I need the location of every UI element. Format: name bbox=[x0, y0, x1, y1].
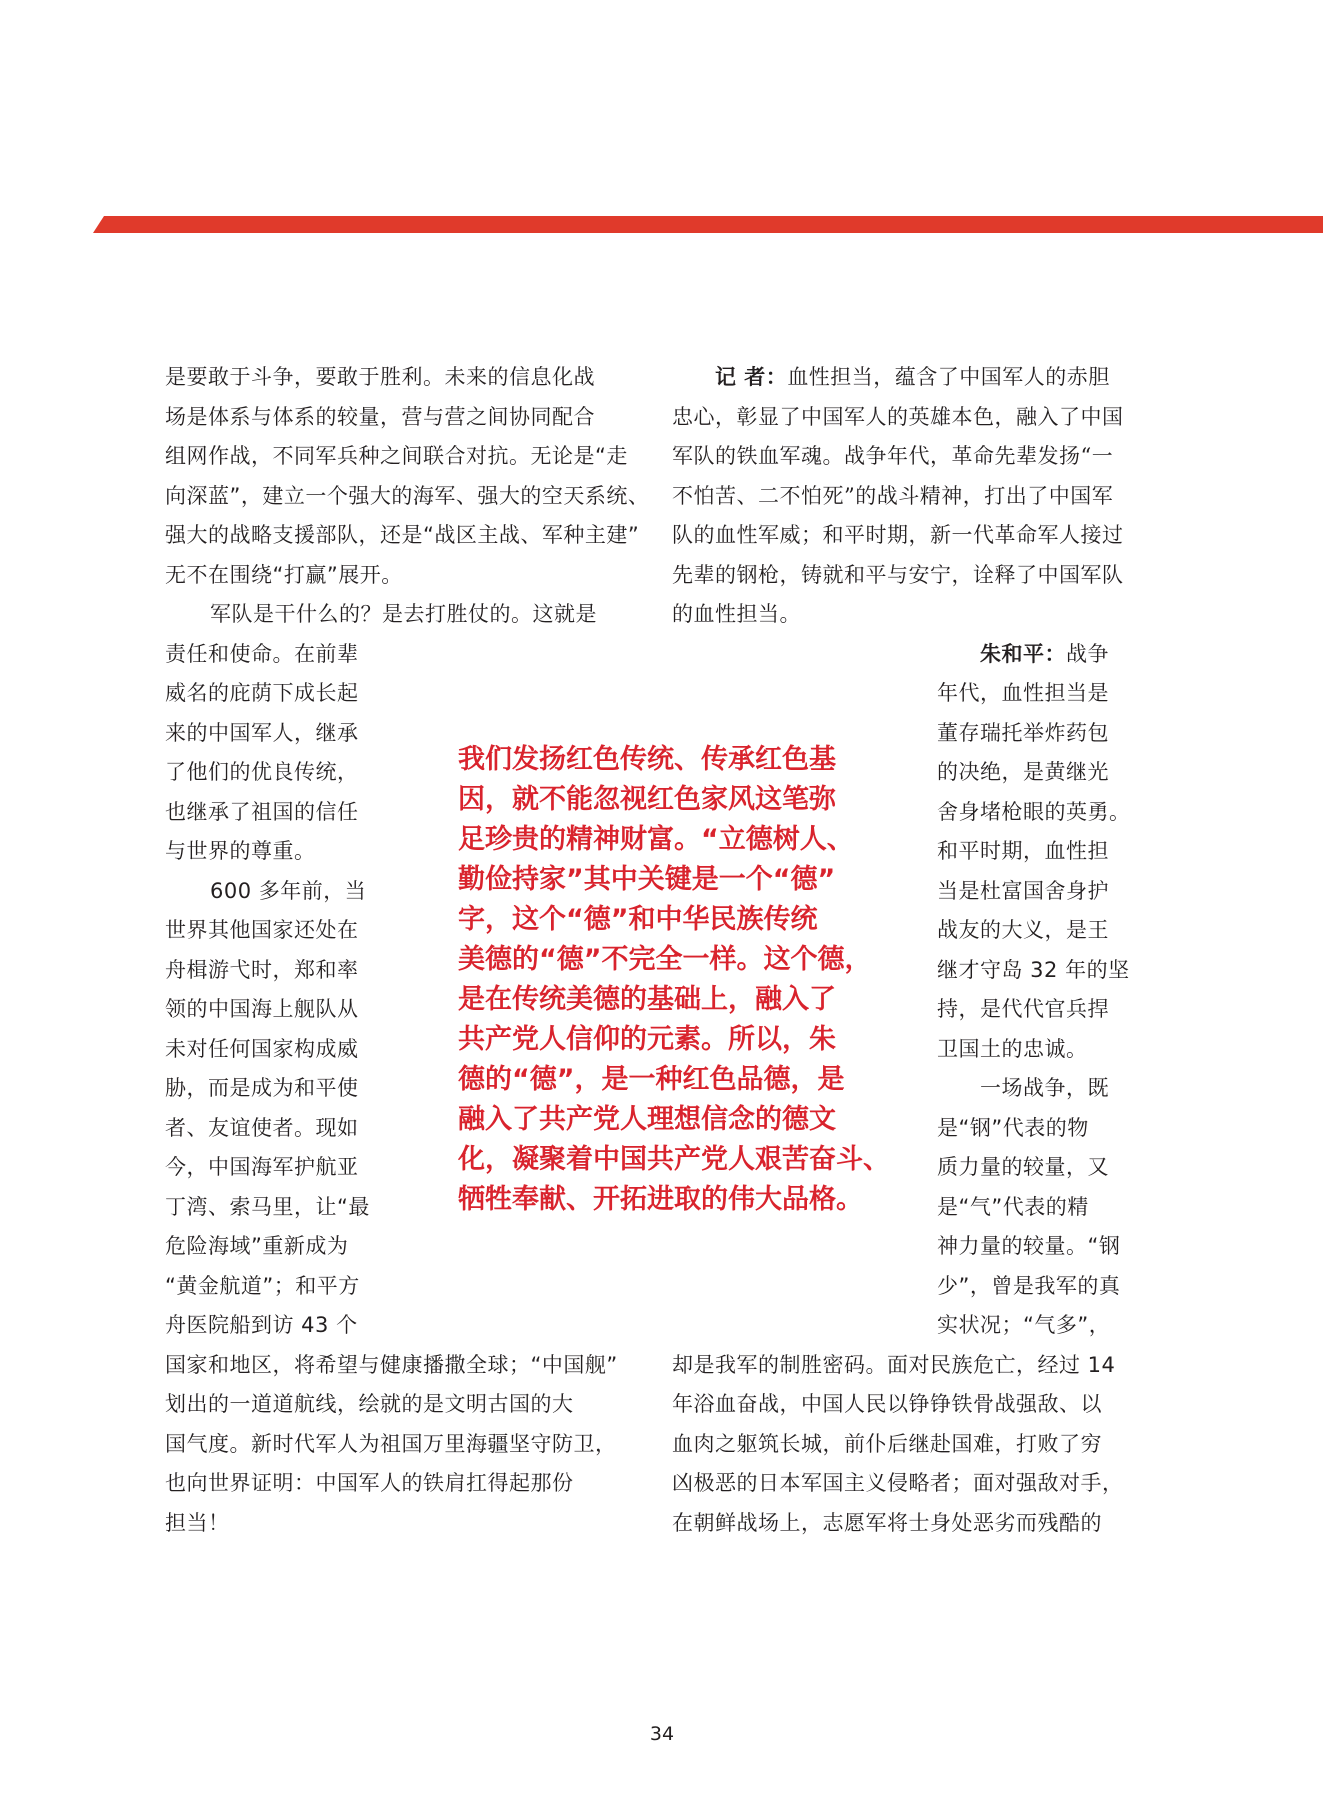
body-text-line: 国气度。新时代军人为祖国万里海疆坚守防卫， bbox=[165, 1432, 617, 1456]
body-text-line: 向深蓝”，建立一个强大的海军、强大的空天系统、 bbox=[165, 484, 650, 508]
reporter-question-line: 忠心，彰显了中国军人的英雄本色，融入了中国 bbox=[672, 405, 1124, 429]
body-text-line: 卫国土的忠诚。 bbox=[937, 1037, 1088, 1061]
body-text-line: 年代，血性担当是 bbox=[937, 681, 1109, 705]
body-text-line: 实状况；“气多”， bbox=[937, 1313, 1111, 1337]
speaker-label: 朱和平： bbox=[980, 642, 1066, 666]
body-text-line: 600 多年前，当 bbox=[210, 879, 367, 903]
pull-quote-line: 勤俭持家”其中关键是一个“德” bbox=[458, 864, 836, 895]
body-text-line: 和平时期，血性担 bbox=[937, 839, 1109, 863]
red-stripe bbox=[93, 216, 1323, 233]
reporter-question-line: 不怕苦、二不怕死”的战斗精神，打出了中国军 bbox=[672, 484, 1114, 508]
speaker-text: 战争 bbox=[1066, 642, 1109, 666]
body-text-line: 者、友谊使者。现如 bbox=[165, 1116, 359, 1140]
body-text-line: 责任和使命。在前辈 bbox=[165, 642, 359, 666]
body-text-line: 持，是代代官兵捍 bbox=[937, 997, 1109, 1021]
body-text-line: 危险海域”重新成为 bbox=[165, 1234, 349, 1258]
body-text-line: 无不在围绕“打赢”展开。 bbox=[165, 563, 403, 587]
body-text-line: 是“钢”代表的物 bbox=[937, 1116, 1089, 1140]
body-text-line: 世界其他国家还处在 bbox=[165, 918, 359, 942]
red-stripe-graphic bbox=[0, 0, 1323, 260]
body-text-line: 也继承了祖国的信任 bbox=[165, 800, 359, 824]
body-text-line: 舍身堵枪眼的英勇。 bbox=[937, 800, 1131, 824]
body-text-line: 当是杜富国舍身护 bbox=[937, 879, 1109, 903]
reporter-question-line: 军队的铁血军魂。战争年代，革命先辈发扬“一 bbox=[672, 444, 1114, 468]
body-text-line: 舟楫游弋时，郑和率 bbox=[165, 958, 359, 982]
reporter-question-line: 的血性担当。 bbox=[672, 602, 801, 626]
pull-quote-line: 字，这个“德”和中华民族传统 bbox=[458, 904, 818, 935]
reporter-text: 血性担当，蕴含了中国军人的赤胆 bbox=[787, 365, 1110, 389]
pull-quote bbox=[458, 740, 890, 1220]
body-text-line: 划出的一道道航线，绘就的是文明古国的大 bbox=[165, 1392, 574, 1416]
body-text-line: 今，中国海军护航亚 bbox=[165, 1155, 359, 1179]
body-text-line: “黄金航道”；和平方 bbox=[165, 1274, 360, 1298]
body-text-line: 的决绝，是黄继光 bbox=[937, 760, 1109, 784]
body-text-line: 凶极恶的日本军国主义侵略者；面对强敌对手， bbox=[672, 1471, 1124, 1495]
body-text-line: 胁，而是成为和平使 bbox=[165, 1076, 359, 1100]
body-text-line: 强大的战略支援部队，还是“战区主战、军种主建” bbox=[165, 523, 640, 547]
body-text-line: 质力量的较量，又 bbox=[937, 1155, 1109, 1179]
reporter-question-line: 队的血性军威；和平时期，新一代革命军人接过 bbox=[672, 523, 1124, 547]
pull-quote-line: 我们发扬红色传统、传承红色基 bbox=[458, 744, 836, 775]
body-text-line: 年浴血奋战，中国人民以铮铮铁骨战强敌、以 bbox=[672, 1392, 1102, 1416]
body-text-line: 血肉之躯筑长城，前仆后继赴国难，打败了穷 bbox=[672, 1432, 1102, 1456]
speaker-answer-line bbox=[980, 634, 1109, 674]
body-text-line: 董存瑞托举炸药包 bbox=[937, 721, 1109, 745]
body-text-line: 丁湾、索马里，让“最 bbox=[165, 1195, 370, 1219]
body-text-line: 一场战争，既 bbox=[980, 1076, 1109, 1100]
pull-quote-line: 牺牲奉献、开拓进取的伟大品格。 bbox=[458, 1184, 863, 1215]
pull-quote-line: 化，凝聚着中国共产党人艰苦奋斗、 bbox=[458, 1144, 890, 1175]
body-text-line: 担当！ bbox=[165, 1511, 230, 1535]
page-number: 34 bbox=[649, 1723, 675, 1745]
body-text-line: 来的中国军人，继承 bbox=[165, 721, 359, 745]
reporter-question-line bbox=[715, 357, 1110, 397]
body-text-line: 是“气”代表的精 bbox=[937, 1195, 1089, 1219]
reporter-label: 记 者： bbox=[715, 364, 788, 389]
body-text-line: 在朝鲜战场上，志愿军将士身处恶劣而残酷的 bbox=[672, 1511, 1102, 1535]
body-text-line: 场是体系与体系的较量，营与营之间协同配合 bbox=[165, 405, 595, 429]
body-text-line: 未对任何国家构成威 bbox=[165, 1037, 359, 1061]
body-text-line: 领的中国海上舰队从 bbox=[165, 997, 359, 1021]
body-text-line: 组网作战，不同军兵种之间联合对抗。无论是“走 bbox=[165, 444, 628, 468]
body-text-line: 是要敢于斗争，要敢于胜利。未来的信息化战 bbox=[165, 365, 595, 389]
pull-quote-line: 融入了共产党人理想信念的德文 bbox=[458, 1104, 836, 1135]
body-text-line: 军队是干什么的？是去打胜仗的。这就是 bbox=[210, 602, 597, 626]
body-text-line: 与世界的尊重。 bbox=[165, 839, 316, 863]
body-text-line: 战友的大义，是王 bbox=[937, 918, 1109, 942]
body-text-line: 少”，曾是我军的真 bbox=[937, 1274, 1121, 1298]
body-text-line: 舟医院船到访 43 个 bbox=[165, 1313, 358, 1337]
body-text-line: 继才守岛 32 年的坚 bbox=[937, 958, 1130, 982]
pull-quote-line: 德的“德”，是一种红色品德，是 bbox=[458, 1064, 845, 1095]
pull-quote-line: 足珍贵的精神财富。“立德树人、 bbox=[458, 824, 854, 855]
body-text-line: 国家和地区，将希望与健康播撒全球；“中国舰” bbox=[165, 1353, 618, 1377]
body-text-line: 威名的庇荫下成长起 bbox=[165, 681, 359, 705]
pull-quote-line: 美德的“德”不完全一样。这个德， bbox=[458, 944, 872, 975]
header-accent-band bbox=[0, 0, 1323, 260]
reporter-question-line: 先辈的钢枪，铸就和平与安宁，诠释了中国军队 bbox=[672, 563, 1124, 587]
pull-quote-line: 因，就不能忽视红色家风这笔弥 bbox=[458, 784, 836, 815]
body-text-line: 神力量的较量。“钢 bbox=[937, 1234, 1121, 1258]
pull-quote-line: 共产党人信仰的元素。所以，朱 bbox=[458, 1024, 836, 1055]
pull-quote-line: 是在传统美德的基础上，融入了 bbox=[458, 984, 836, 1015]
body-text-line: 却是我军的制胜密码。面对民族危亡，经过 14 bbox=[672, 1353, 1116, 1377]
body-text-line: 也向世界证明：中国军人的铁肩扛得起那份 bbox=[165, 1471, 574, 1495]
body-text-line: 了他们的优良传统， bbox=[165, 760, 359, 784]
